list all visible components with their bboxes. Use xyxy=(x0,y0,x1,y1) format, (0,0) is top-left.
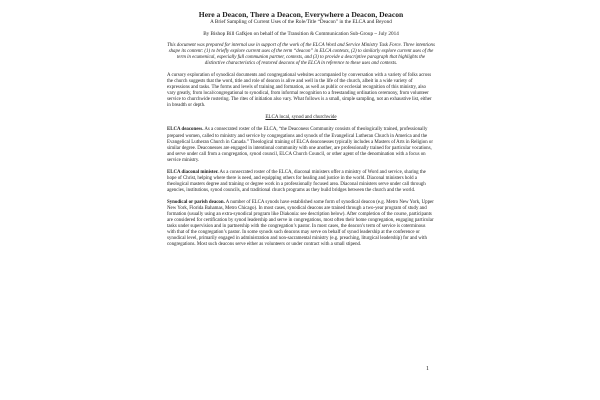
intro-paragraph: This document was prepared for internal use in support of the work of the ELCA Word and Service Ministry Task Force. Three intentions shape its content: (1) to briefly explore current uses of the term “deacon” in ELCA contexts, (2) to similarly explore current uses of the term in ecumenical, especially full communion partner, contexts, and (3) to provide a descriptive paragraph that highlights the distinctive characteristics of restored deacons of the ELCA in reference to these uses and contexts. xyxy=(167,43,435,67)
entry-text: As a consecrated roster of the ELCA, “the Deaconess Community consists of theologically trained, professionally prepared women, called to ministry and service by congregations and synods of the Evangelical Lutheran Church in America and the Evangelical Lutheran Church in Canada.” Theological training of ELCA deaconesses typically includes a Masters of Arts in Religion or similar degree. Deaconesses are engaged in intentional community with one another, are professionally trained for particular vocations, and serve under call from a congregation, synod council, ELCA Church Council, or other agent of the denomination with a focus on service ministry. xyxy=(167,127,433,163)
entry-text: A number of ELCA synods have established some form of synodical deacon (e.g. Metro New York, Upper New York, Florida Bahamas, Metro Chicago). In most cases, synodical deacons are trained through a two-year program of study and formation (usually using an extra-synodical program like Diakonia: see description below). After completion of the course, participants are considered for certification by synod leadership and serve in congregations, most often their home congregation, engaging particular tasks under supervision and in partnership with the congregation’s pastor. In most cases, the deacon’s term of service is coterminous with that of the congregation’s pastor. In some synods such deacons may serve on behalf of synod leadership at the conference or synodical level, primarily engaged in administration and non-sacramental ministry (e.g. preaching, liturgical leadership) for and with congregations. Most such deacons serve either as volunteers or under contract with a small stipend. xyxy=(167,199,434,248)
entry-deaconess xyxy=(167,127,435,163)
entry-text: As a consecrated roster of the ELCA, diaconal ministers offer a ministry of Word and service, sharing the hope of Christ, helping where there is need, and equipping others for healing and justice in the world. Diaconal ministers hold a theological masters degree and training or degree work in a professionally focused area. Diaconal ministers serve under call through agencies, institutions, synod councils, and traditional church programs as they build bridges between the church and the world. xyxy=(167,169,426,193)
entry-term: ELCA deaconess. xyxy=(167,127,204,133)
overview-paragraph: A cursory exploration of synodical documents and congregational websites accompanied by conversation with a variety of folks across the church suggests that the word, title and role of deacon is alive and well in the life of the church, albeit in a wide variety of expressions and tasks. The forms and levels of training and formation, as well as public or ecclesial recognition of this ministry, also vary greatly, from local/congregational to synodical, from informal recognition to a freestanding ordination ceremony, from volunteer service to churchwide rostering. The rites of initiation also vary. What follows is a small, simple sampling, not an exhaustive list, either in breadth or depth. xyxy=(167,73,432,109)
entry-term: ELCA diaconal minister. xyxy=(167,169,219,175)
entry-diaconal-minister xyxy=(167,170,435,194)
document-byline: By Bishop Bill Gafkjen on behalf of the Transition & Communication Sub-Group ~ July 2014 xyxy=(203,31,399,37)
document-title: Here a Deacon, There a Deacon, Everywhere a Deacon, Deacon xyxy=(198,10,404,19)
page-number: 1 xyxy=(426,366,429,372)
entry-term: Synodical or parish deacon. xyxy=(167,199,225,205)
document-subtitle: A Brief Sampling of Current Uses of the Role/Title “Deacon” in the ELCA and Beyond xyxy=(210,19,392,25)
entry-synodical-deacon xyxy=(167,200,435,248)
section-heading: ELCA local, synod and churchwide xyxy=(265,115,337,121)
